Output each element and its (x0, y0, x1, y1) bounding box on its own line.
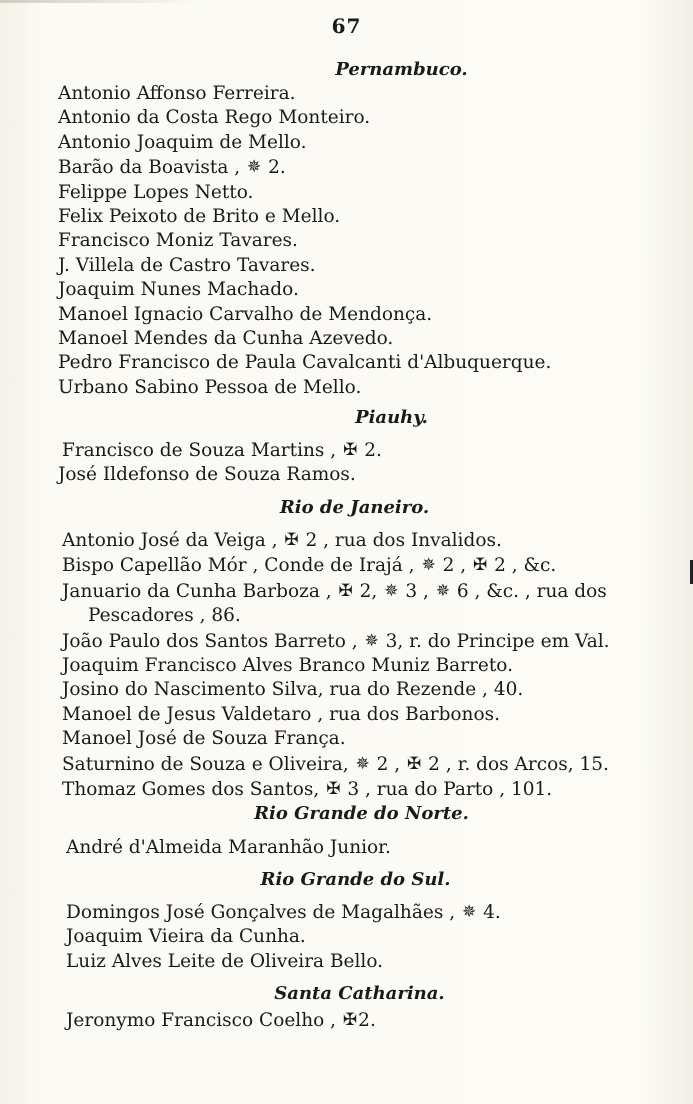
entry-suffix: 2. (262, 157, 286, 179)
entry-text: Francisco de Souza Martins , (62, 440, 337, 461)
section-heading: Rio Grande do Norte. (254, 803, 469, 824)
entry: Joaquim Nunes Machado. (58, 279, 299, 301)
page-number: 67 (331, 14, 362, 38)
order-cross-icon: ✠ (407, 753, 422, 774)
entry: Luiz Alves Leite de Oliveira Bello. (66, 950, 384, 972)
entry (62, 438, 693, 463)
entry: Antonio Affonso Ferreira. (58, 83, 296, 104)
order-cross-icon: ✠ (342, 1010, 358, 1030)
section-rio-de-janeiro (0, 496, 693, 802)
entry: Bispo Capellão Mór , Conde de Irajá , ✵ 2 , ✠ 2 , &c. (62, 555, 557, 577)
entry: J. Villela de Castro Tavares. (58, 254, 316, 276)
entry: Josino do Nascimento Silva, rua do Rezende , 40. (62, 679, 524, 701)
entry: Urbano Sabino Pessoa de Mello. (58, 376, 362, 398)
order-cross-icon: ✠ (472, 555, 488, 576)
section-heading: Rio de Janeiro. (279, 497, 430, 518)
order-star-icon: ✵ (364, 630, 379, 651)
entry-list (0, 528, 693, 802)
section-heading: Pernambuco. (335, 59, 468, 80)
entry: Januario da Cunha Barboza , ✠ 2, ✵ 3 , ✵ 6 , &c. , rua dos Pescadores , 86. (62, 579, 693, 629)
entry-list (0, 1008, 693, 1033)
entry (58, 155, 693, 180)
top-edge-shadow (0, 0, 200, 3)
entry: André d'Almeida Maranhão Junior. (66, 837, 391, 858)
entry: Joaquim Francisco Alves Branco Muniz Barreto. (62, 655, 513, 677)
entry: Antonio José da Veiga , ✠ 2 , rua dos Invalidos. (62, 530, 502, 551)
entry: Felix Peixoto de Brito e Mello. (58, 206, 341, 228)
order-cross-icon: ✠ (338, 580, 353, 601)
section-santa-catharina (0, 982, 693, 1033)
order-star-icon: ✵ (247, 157, 262, 178)
entry-list (0, 900, 693, 974)
order-cross-icon: ✠ (326, 779, 341, 800)
entry-continuation: Pescadores , 86. (88, 605, 241, 627)
entry: Saturnino de Souza e Oliveira, ✵ 2 , ✠ 2 , r. dos Arcos, 15. (62, 753, 609, 775)
order-star-icon: ✵ (384, 580, 399, 601)
entry: José Ildefonso de Souza Ramos. (58, 464, 356, 486)
entry: Manoel de Jesus Valdetaro , rua dos Barbonos. (62, 703, 500, 725)
section-heading: Santa Catharina. (274, 983, 445, 1004)
entry-suffix: 2. (358, 440, 382, 461)
order-star-icon: ✵ (435, 580, 450, 601)
entry: Antonio Joaquim de Mello. (58, 131, 307, 153)
entry: Felippe Lopes Netto. (58, 181, 254, 203)
section-heading: Rio Grande do Sul. (260, 869, 451, 890)
entry-list (0, 438, 693, 488)
order-star-icon: ✵ (355, 753, 370, 774)
section-rio-grande-do-sul (0, 868, 693, 974)
section-piauhy (0, 406, 693, 488)
entry-list (0, 82, 693, 400)
section-heading: Piauhy. (355, 407, 428, 428)
entry: Pedro Francisco de Paula Cavalcanti d'Albuquerque. (58, 352, 552, 374)
order-star-icon: ✵ (461, 902, 477, 922)
entry: João Paulo dos Santos Barreto , ✵ 3, r. do Principe em Val. (62, 630, 610, 652)
entry: Jeronymo Francisco Coelho , ✠2. (66, 1010, 376, 1031)
order-cross-icon: ✠ (284, 530, 299, 550)
entry-list (0, 836, 693, 860)
entry: Manoel Mendes da Cunha Azevedo. (58, 328, 394, 350)
entry: Manoel Ignacio Carvalho de Mendonça. (58, 303, 433, 325)
order-star-icon: ✵ (421, 555, 436, 576)
entry-text: Barão da Boavista , (58, 157, 241, 179)
entry: Thomaz Gomes dos Santos, ✠ 3 , rua do Parto , 101. (62, 779, 553, 801)
order-cross-icon: ✠ (343, 440, 358, 460)
entry: Antonio da Costa Rego Monteiro. (58, 107, 371, 129)
entry: Joaquim Vieira da Cunha. (66, 926, 306, 948)
entry: Domingos José Gonçalves de Magalhães , ✵ 4. (66, 902, 501, 923)
entry: Francisco Moniz Tavares. (58, 230, 298, 252)
section-pernambuco (0, 58, 693, 400)
entry: Manoel José de Souza França. (62, 728, 346, 750)
section-rio-grande-do-norte (0, 802, 693, 860)
